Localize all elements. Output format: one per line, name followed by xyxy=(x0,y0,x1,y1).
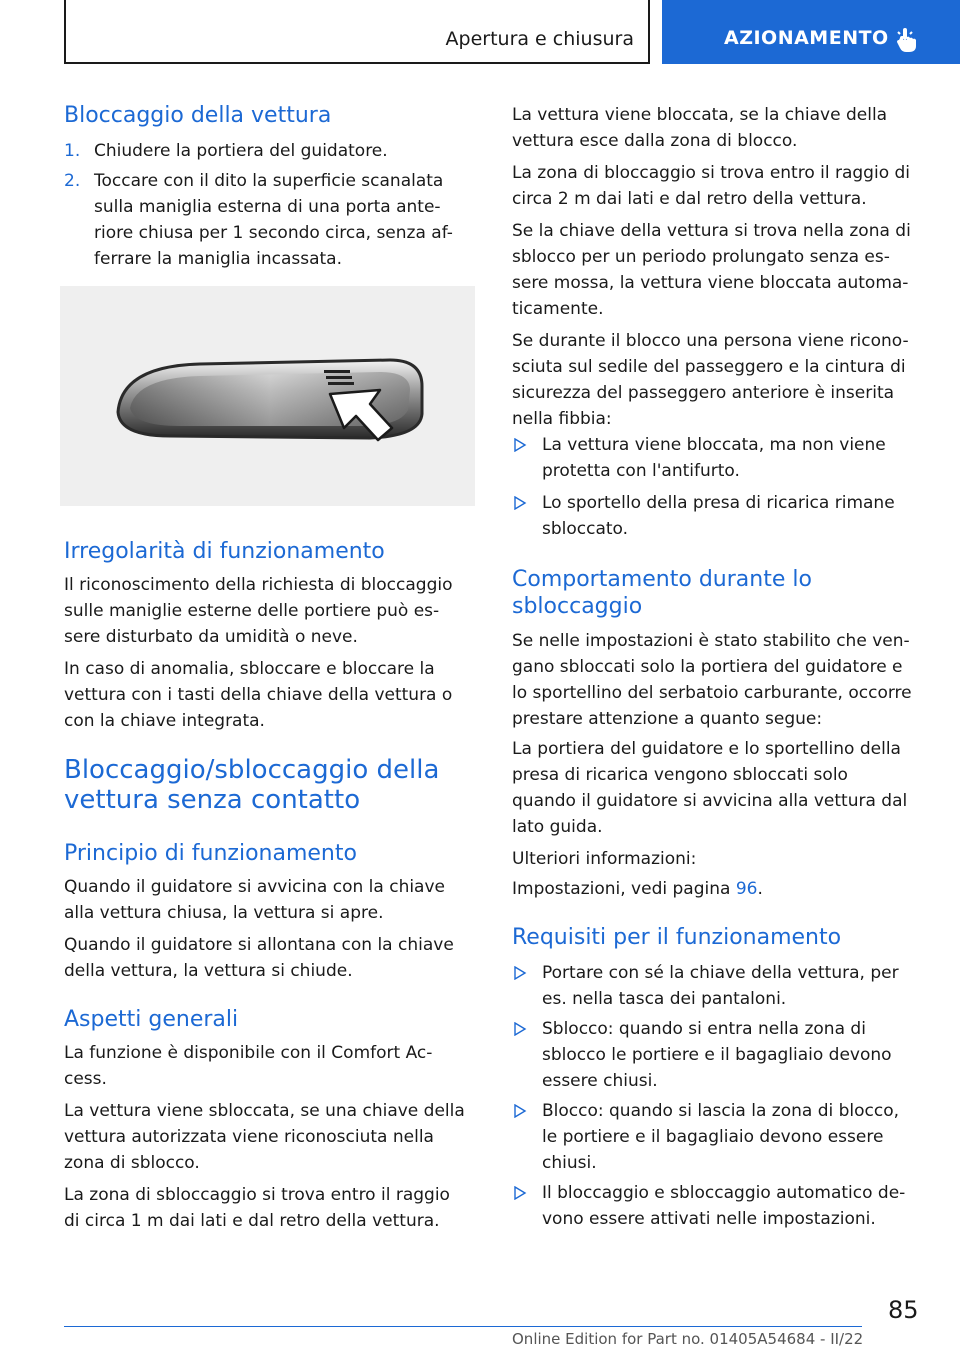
bullet-text: sbloccato. xyxy=(542,519,629,539)
paragraph: Se nelle impostazioni è stato stabilito che ven- xyxy=(512,631,910,651)
page-link[interactable]: 96 xyxy=(735,879,758,899)
step-text: Toccare con il dito la superficie scanalata xyxy=(94,171,444,191)
bullet-text: Il bloccaggio e sbloccaggio automatico de- xyxy=(542,1183,906,1203)
heading-principle: Principio di funzionamento xyxy=(64,841,357,866)
heading-unlock-behaviour: Comportamento durante lo xyxy=(512,567,812,592)
paragraph: di circa 1 m dai lati e dal retro della vettura. xyxy=(64,1211,440,1231)
triangle-bullet-icon xyxy=(513,1022,527,1036)
paragraph: sere mossa, la vettura viene bloccata automa- xyxy=(512,273,909,293)
paragraph: ticamente. xyxy=(512,299,604,319)
paragraph: Quando il guidatore si avvicina con la chiave xyxy=(64,877,445,897)
bullet-text: es. nella tasca dei pantaloni. xyxy=(542,989,787,1009)
triangle-bullet-icon xyxy=(513,438,527,452)
door-handle-photo xyxy=(60,286,475,506)
paragraph: gano sbloccati solo la portiera del guidatore e xyxy=(512,657,903,677)
heading-irregularity: Irregolarità di funzionamento xyxy=(64,539,385,564)
heading-unlock-behaviour: sbloccaggio xyxy=(512,594,643,619)
paragraph: In caso di anomalia, sbloccare e bloccare la xyxy=(64,659,435,679)
hand-touch-icon xyxy=(894,26,920,54)
paragraph: La zona di bloccaggio si trova entro il raggio di xyxy=(512,163,911,183)
paragraph: quando il guidatore si avvicina alla vettura dal xyxy=(512,791,908,811)
footer-edition: Online Edition for Part no. 01405A54684 - II/22 xyxy=(512,1330,864,1348)
paragraph: circa 2 m dai lati e dal retro della vettura. xyxy=(512,189,867,209)
triangle-bullet-icon xyxy=(513,1186,527,1200)
paragraph: La vettura viene sbloccata, se una chiave della xyxy=(64,1101,465,1121)
paragraph: sblocco per un periodo prolungato senza es- xyxy=(512,247,890,267)
paragraph: Se durante il blocco una persona viene ricono- xyxy=(512,331,909,351)
paragraph: con la chiave integrata. xyxy=(64,711,265,731)
bullet-text: Sblocco: quando si entra nella zona di xyxy=(542,1019,866,1039)
step-text: sulla maniglia esterna di una porta ante- xyxy=(94,197,441,217)
heading-contactless: Bloccaggio/sbloccaggio della xyxy=(64,755,440,785)
paragraph: prestare attenzione a quanto segue: xyxy=(512,709,823,729)
paragraph: Quando il guidatore si allontana con la chiave xyxy=(64,935,454,955)
paragraph: zona di sblocco. xyxy=(64,1153,200,1173)
paragraph: nella fibbia: xyxy=(512,409,612,429)
heading-lock: Bloccaggio della vettura xyxy=(64,103,332,128)
footer-divider xyxy=(64,1326,862,1327)
paragraph: lo sportellino del serbatoio carburante, occorre xyxy=(512,683,912,703)
paragraph: sulle maniglie esterne delle portiere può es- xyxy=(64,601,440,621)
paragraph: vettura con i tasti della chiave della vettura o xyxy=(64,685,453,705)
bullet-text: chiusi. xyxy=(542,1153,597,1173)
link-prefix: Impostazioni, vedi pagina xyxy=(512,879,736,899)
header-section-box xyxy=(64,0,650,64)
paragraph: vettura autorizzata viene riconosciuta nella xyxy=(64,1127,434,1147)
paragraph: sciuta sul sedile del passeggero e la cintura di xyxy=(512,357,906,377)
paragraph: cess. xyxy=(64,1069,107,1089)
paragraph: Ulteriori informazioni: xyxy=(512,849,697,869)
paragraph: La funzione è disponibile con il Comfort Ac- xyxy=(64,1043,433,1063)
step-number: 2. xyxy=(64,171,81,191)
page-number: 85 xyxy=(888,1296,919,1324)
paragraph-with-link xyxy=(512,876,763,902)
bullet-text: vono essere attivati nelle impostazioni. xyxy=(542,1209,876,1229)
bullet-text: protetta con l'antifurto. xyxy=(542,461,740,481)
paragraph: La portiera del guidatore e lo sportellino della xyxy=(512,739,901,759)
step-number: 1. xyxy=(64,141,81,161)
header-chapter-title: AZIONAMENTO xyxy=(724,27,889,49)
step-text: ferrare la maniglia incassata. xyxy=(94,249,342,269)
header-section-title: Apertura e chiusura xyxy=(445,28,634,50)
paragraph: presa di ricarica vengono sbloccati solo xyxy=(512,765,848,785)
paragraph: sere disturbato da umidità o neve. xyxy=(64,627,358,647)
step-text: riore chiusa per 1 secondo circa, senza af- xyxy=(94,223,453,243)
paragraph: alla vettura chiusa, la vettura si apre. xyxy=(64,903,384,923)
heading-contactless: vettura senza contatto xyxy=(64,785,361,815)
heading-general: Aspetti generali xyxy=(64,1007,239,1032)
paragraph: Il riconoscimento della richiesta di bloccaggio xyxy=(64,575,453,595)
triangle-bullet-icon xyxy=(513,496,527,510)
paragraph: lato guida. xyxy=(512,817,603,837)
paragraph: La zona di sbloccaggio si trova entro il raggio xyxy=(64,1185,450,1205)
heading-requirements: Requisiti per il funzionamento xyxy=(512,925,842,950)
bullet-text: le portiere e il bagagliaio devono essere xyxy=(542,1127,884,1147)
bullet-text: Lo sportello della presa di ricarica rimane xyxy=(542,493,895,513)
bullet-text: Blocco: quando si lascia la zona di blocco, xyxy=(542,1101,900,1121)
bullet-text: La vettura viene bloccata, ma non viene xyxy=(542,435,886,455)
paragraph: La vettura viene bloccata, se la chiave della xyxy=(512,105,888,125)
triangle-bullet-icon xyxy=(513,1104,527,1118)
paragraph: della vettura, la vettura si chiude. xyxy=(64,961,353,981)
door-handle-illustration xyxy=(60,286,475,506)
bullet-text: sblocco le portiere e il bagagliaio devono xyxy=(542,1045,892,1065)
paragraph: sicurezza del passeggero anteriore è inserita xyxy=(512,383,895,403)
link-suffix: . xyxy=(757,879,763,899)
paragraph: Se la chiave della vettura si trova nella zona di xyxy=(512,221,911,241)
bullet-text: Portare con sé la chiave della vettura, per xyxy=(542,963,899,983)
paragraph: vettura esce dalla zona di blocco. xyxy=(512,131,798,151)
bullet-text: essere chiusi. xyxy=(542,1071,658,1091)
header-chapter-box xyxy=(662,0,960,64)
triangle-bullet-icon xyxy=(513,966,527,980)
step-text: Chiudere la portiera del guidatore. xyxy=(94,141,388,161)
